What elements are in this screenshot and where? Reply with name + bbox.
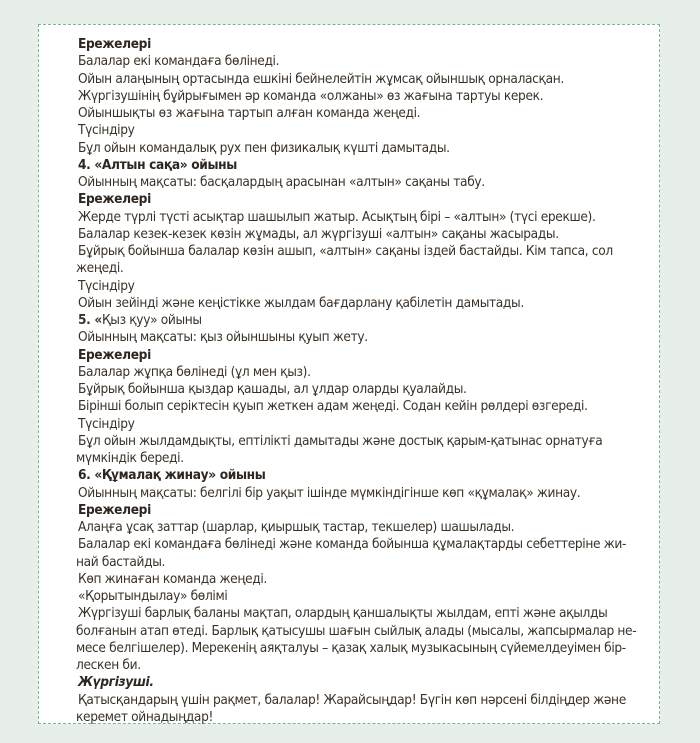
paragraph-line: Бұл ойын жылдамдықты, ептілікті дамытады және достық қарым-қатынас орнатуға xyxy=(78,432,603,449)
paragraph xyxy=(78,536,642,571)
paragraph: Бұл ойын командалық рух пен физикалық күшті дамытады. xyxy=(78,139,450,156)
explanation-heading: Түсіндіру xyxy=(78,415,135,432)
paragraph xyxy=(78,605,642,674)
game-goal: Ойынның мақсаты: басқалардың арасынан «алтын» сақаны табу. xyxy=(78,174,485,190)
paragraph: Ойын алаңының ортасында ешкіні бейнелейтін жұмсақ ойыншық орналасқан. xyxy=(78,70,564,87)
paragraph: Балалар жұпқа бөлінеді (ұл мен қыз). xyxy=(78,363,311,380)
rules-heading: Ережелері xyxy=(78,36,151,52)
paragraph xyxy=(78,692,642,727)
paragraph: Көп жинаған команда жеңеді. xyxy=(78,570,267,587)
paragraph: Алаңға ұсақ заттар (шарлар, қиыршық тастар, текшелер) шашылады. xyxy=(78,519,515,535)
paragraph-line: Бұйрық бойынша балалар көзін ашып, «алтын» сақаны іздей бастайды. Кім тапса, сол xyxy=(78,243,613,259)
game-goal: Ойынның мақсаты: белгілі бір уақыт ішінде мүмкіндігінше көп «құмалақ» жинау. xyxy=(78,484,581,501)
quote-mark: « xyxy=(94,312,102,328)
paragraph-line: Жүргізуші барлық баланы мақтап, олардың қаншалықты жылдам, епті және ақылды xyxy=(78,605,608,622)
game-number: 5. xyxy=(78,312,95,328)
paragraph-line: Балалар екі командаға бөлінеді және команда бойынша құмалақтарды себеттеріне жи- xyxy=(78,536,627,553)
game-title-rest: » ойыны xyxy=(150,312,202,328)
paragraph: Бұйрық бойынша қыздар қашады, ал ұлдар оларды қуалайды. xyxy=(78,381,467,397)
paragraph: Жүргізушінің бұйрығымен әр команда «олжаны» өз жағына тартуы керек. xyxy=(78,87,544,104)
explanation-heading: Түсіндіру xyxy=(78,122,135,139)
paragraph: Балалар кезек-кезек көзін жұмады, ал жүргізуші «алтын» сақаны жасырады. xyxy=(78,225,559,242)
rules-heading: Ережелері xyxy=(78,191,151,208)
game-title: 4. «Алтын сақа» ойыны xyxy=(78,156,237,173)
paragraph: Бірінші болып серіктесін қуып жеткен адам жеңеді. Содан кейін рөлдері өзгереді. xyxy=(78,398,588,415)
speaker-label: Жүргізуші. xyxy=(78,674,154,691)
game-goal: Ойынның мақсаты: қыз ойыншыны қуып жету. xyxy=(78,329,368,346)
section-heading: «Қорытындылау» бөлімі xyxy=(78,588,228,604)
paragraph: Балалар екі командаға бөлінеді. xyxy=(78,53,280,70)
paragraph: Ойыншықты өз жағына тартып алған команда жеңеді. xyxy=(78,105,421,121)
rules-heading: Ережелері xyxy=(78,346,151,363)
game-title xyxy=(78,312,642,329)
paragraph-line: лескен би. xyxy=(76,657,141,673)
paragraph-line: мүмкіндік береді. xyxy=(76,450,184,466)
paragraph-line: месе белгішелер). Мерекенің аяқталуы – қазақ халық музыкасының сүйемелдеуімен бір- xyxy=(76,639,626,656)
paragraph-line: болғанын атап өтеді. Барлық қатысушы шағын сыйлық алады (мысалы, жапсырмалар не- xyxy=(76,622,637,639)
paragraph xyxy=(78,433,642,468)
game-title: 6. «Құмалақ жинау» ойыны xyxy=(78,467,266,484)
game-name: Қыз қуу xyxy=(101,312,151,328)
paragraph-line: най бастайды. xyxy=(76,553,166,570)
paragraph-line: жеңеді. xyxy=(76,260,124,277)
paragraph-line: Қатысқандарың үшін рақмет, балалар! Жарайсыңдар! Бүгін көп нәрсені білдіңдер және xyxy=(78,691,626,708)
explanation-heading: Түсіндіру xyxy=(78,277,135,294)
document-body xyxy=(78,36,642,726)
paragraph: Ойын зейінді және кеңістікке жылдам бағдарлану қабілетін дамытады. xyxy=(78,294,524,311)
rules-heading: Ережелері xyxy=(78,501,151,518)
paragraph xyxy=(78,243,642,278)
paragraph-line: керемет ойнадыңдар! xyxy=(76,708,214,725)
paragraph: Жерде түрлі түсті асықтар шашылып жатыр. Асықтың бірі – «алтын» (түсі ерекше). xyxy=(78,208,596,225)
